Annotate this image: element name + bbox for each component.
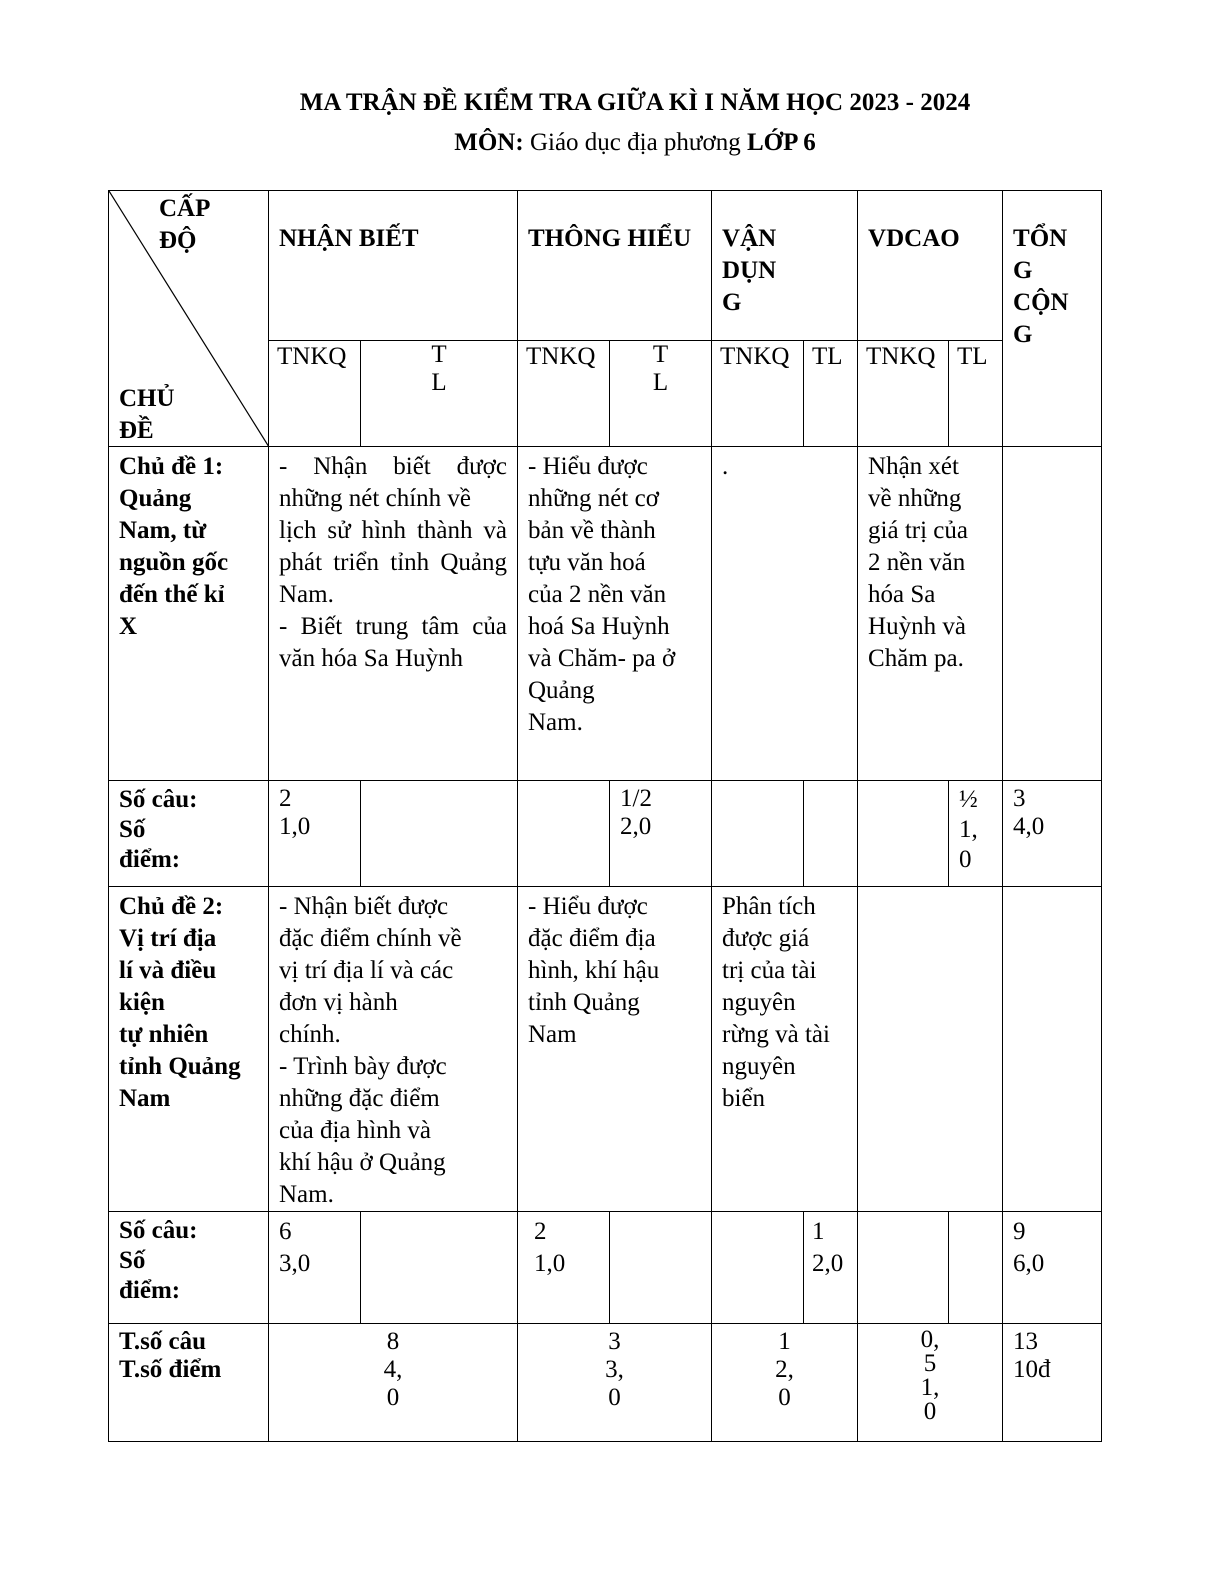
topic1-total (1003, 447, 1102, 781)
subject-name: Giáo dục địa phương (529, 129, 741, 156)
score1-vdc-tnkq (858, 781, 949, 887)
score2-th-tl (610, 1212, 712, 1324)
score1-th-tnkq (518, 781, 610, 887)
score1-vdc-tl: ½ 1, 0 (949, 781, 1003, 887)
totals-nhan-biet: 8 4, 0 (269, 1324, 518, 1442)
header-tong-cong: TỔN G CỘN G (1003, 191, 1102, 447)
score2-nb-tnkq: 6 3,0 (269, 1212, 361, 1324)
sub-th-tnkq: TNKQ (518, 341, 610, 447)
topic1-van-dung: . (712, 447, 858, 781)
document-title: MA TRẬN ĐỀ KIỂM TRA GIỮA KÌ I NĂM HỌC 2023 - 2024 (299, 89, 971, 116)
score2-th-tnkq: 2 1,0 (518, 1212, 610, 1324)
topic2-total (1003, 887, 1102, 1212)
score1-vd-tl (804, 781, 858, 887)
corner-topic-label: CHỦ ĐỀ (119, 385, 175, 444)
topic2-vd-cao (858, 887, 1003, 1212)
score2-vdc-tnkq (858, 1212, 949, 1324)
score2-label: Số câu: Số điểm: (109, 1212, 269, 1324)
corner-cell (109, 191, 269, 447)
header-nhan-biet: NHẬN BIẾT (269, 191, 518, 341)
score1-th-tl: 1/2 2,0 (610, 781, 712, 887)
sub-nb-tnkq: TNKQ (269, 341, 361, 447)
topic2-thong-hieu: - Hiểu được đặc điểm địa hình, khí hậu tỉnh Quảng Nam (518, 887, 712, 1212)
header-thong-hieu: THÔNG HIỂU (518, 191, 712, 341)
topic2-name: Chủ đề 2: Vị trí địa lí và điều kiện tự nhiên tỉnh Quảng Nam (109, 887, 269, 1212)
matrix-table (108, 190, 1102, 1442)
score1-total: 3 4,0 (1003, 781, 1102, 887)
score2-vd-tl: 1 2,0 (804, 1212, 858, 1324)
header-van-dung: VẬN DỤN G (712, 191, 858, 341)
score1-vd-tnkq (712, 781, 804, 887)
sub-nb-tl: T L (361, 341, 518, 447)
totals-vd-cao: 0, 5 1, 0 (858, 1324, 1003, 1442)
totals-label: T.số câu T.số điểm (109, 1324, 269, 1442)
topic1-thong-hieu: - Hiểu được những nét cơ bản về thành tựu văn hoá của 2 nền văn hoá Sa Huỳnh và Chăm- pa ở Quảng Nam. (518, 447, 712, 781)
sub-vd-tnkq: TNKQ (712, 341, 804, 447)
totals-van-dung: 1 2, 0 (712, 1324, 858, 1442)
score2-vdc-tl (949, 1212, 1003, 1324)
class-label: LỚP 6 (746, 129, 816, 156)
score1-nb-tnkq: 2 1,0 (269, 781, 361, 887)
sub-vdc-tnkq: TNKQ (858, 341, 949, 447)
document-subtitle (0, 128, 1224, 158)
sub-th-tl: T L (610, 341, 712, 447)
topic1-name: Chủ đề 1: Quảng Nam, từ nguồn gốc đến thế kỉ X (109, 447, 269, 781)
sub-vd-tl: TL (804, 341, 858, 447)
sub-vdc-tl: TL (949, 341, 1003, 447)
score2-nb-tl (361, 1212, 518, 1324)
score2-vd-tnkq (712, 1212, 804, 1324)
score2-total: 9 6,0 (1003, 1212, 1102, 1324)
topic2-nhan-biet: - Nhận biết được đặc điểm chính về vị trí địa lí và các đơn vị hành chính. - Trình bày được những đặc điểm của địa hình và khí hậu ở Quảng Nam. (269, 887, 518, 1212)
header-vd-cao: VDCAO (858, 191, 1003, 341)
totals-thong-hieu: 3 3, 0 (518, 1324, 712, 1442)
score1-label: Số câu: Số điểm: (109, 781, 269, 887)
topic1-nhan-biet: - Nhận biết được những nét chính về lịch sử hình thành và phát triển tỉnh Quảng Nam. - Biết trung tâm của văn hóa Sa Huỳnh (269, 447, 518, 781)
topic2-van-dung: Phân tích được giá trị của tài nguyên rừng và tài nguyên biển (712, 887, 858, 1212)
subject-label: MÔN: (454, 129, 524, 156)
topic1-vd-cao: Nhận xét về những giá trị của 2 nền văn hóa Sa Huỳnh và Chăm pa. (858, 447, 1003, 781)
corner-level-label: CẤP ĐỘ (159, 195, 211, 254)
score1-nb-tl (361, 781, 518, 887)
totals-grand: 13 10đ (1003, 1324, 1102, 1442)
